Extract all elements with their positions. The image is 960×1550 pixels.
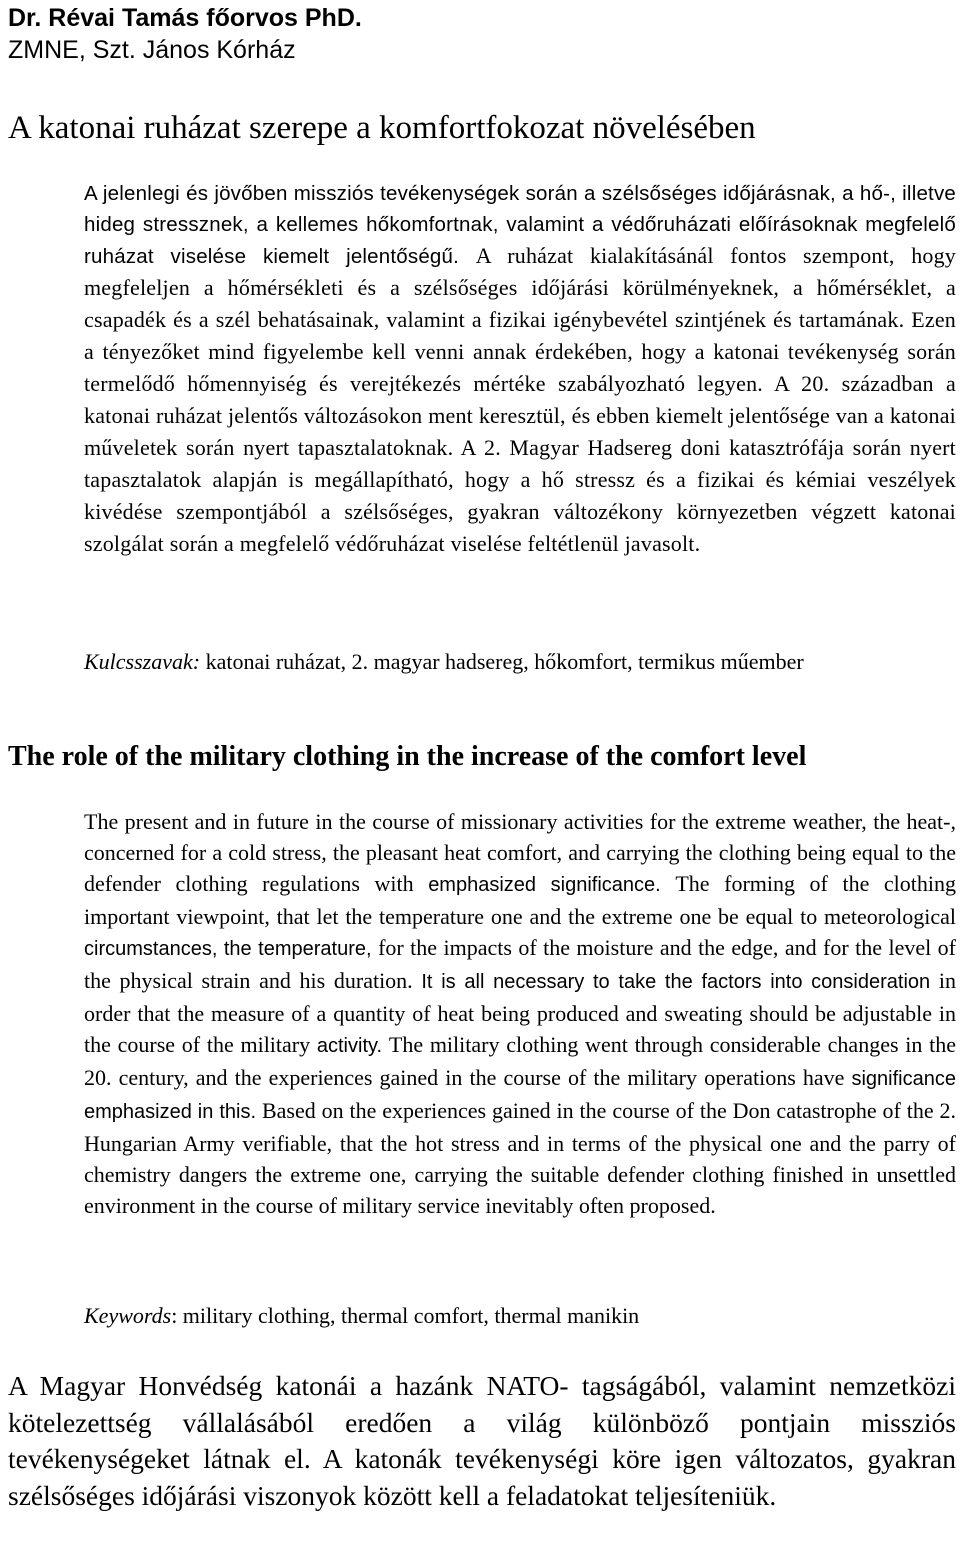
keywords-en-label: Keywords bbox=[84, 1303, 172, 1328]
author-affiliation: ZMNE, Szt. János Kórház bbox=[8, 36, 296, 64]
abstract-en-part2: emphasized significance. bbox=[428, 874, 676, 896]
author-block bbox=[8, 2, 362, 66]
abstract-en-part10: significance emphasized in this. bbox=[84, 1068, 956, 1123]
abstract-hu-part5: században a katonai ruházat jelentős változásokon ment keresztül, és ebben kiemelt jelentősége van a katonai műveletek során nyert tapasztalatoknak. A 2. Magyar Hadsereg doni katasztrófája során nyert tapasztalatok alapján is megállapítható, hogy a hő stressz és a fizikai és kémiai veszélyek kivédése szempontjából a szélsőséges, gyakran változékony környezetben végzett katonai szolgálat során a megfelelő védőruházat viselése feltétlenül javasolt. bbox=[84, 371, 956, 556]
abstract-hu-part4: A 20. bbox=[774, 371, 842, 396]
abstract-en-part11: Based on the experiences gained in the course of the Don catastrophe of the 2. Hungarian Army verifiable, that the hot stress and in terms of the physical one and the parry of chemistry dangers the extreme one, carrying the suitable defender clothing finished in unsettled environment in the course of military service inevitably often proposed. bbox=[84, 1098, 956, 1218]
abstract-en-part4: circumstances, the temperature, bbox=[84, 938, 379, 960]
abstract-en-part5: for the impacts of the moisture and the edge, and for the level of the physical strain and his duration. bbox=[84, 935, 956, 993]
keywords-hu-text: katonai ruházat, 2. magyar hadsereg, hőkomfort, termikus műember bbox=[200, 649, 804, 674]
abstract-en-part1: The present and in future in the course of missionary activities for the extreme weather, the heat-, concerned for a cold stress, the pleasant heat comfort, and carrying the clothing being equal to the defender clothing regulations with bbox=[84, 809, 956, 896]
hungarian-title: A katonai ruházat szerepe a komfortfokozat növelésében bbox=[8, 110, 756, 146]
abstract-en-part6: It is all necessary to take the factors into consideration bbox=[421, 971, 939, 993]
abstract-hu-part2: A ruházat kialakításánál fontos szempont, hogy megfeleljen a hőmérsékleti és a szélsőséges időjárási körülményeknek, a hőmérséklet, a csapadék és a szél behatásainak, valamint a fizikai igénybevétel szintjének és tartamának. bbox=[84, 243, 957, 332]
keywords-en-text: : military clothing, thermal comfort, thermal manikin bbox=[171, 1303, 640, 1328]
abstract-en-part3: The forming of the clothing important viewpoint, that let the temperature one and the extreme one be equal to meteorological bbox=[84, 871, 956, 929]
hungarian-abstract bbox=[84, 178, 956, 560]
keywords-hu-label: Kulcsszavak: bbox=[84, 649, 201, 674]
abstract-en-part8: activity. bbox=[316, 1035, 389, 1057]
abstract-hu-part1: A jelenlegi és jövőben missziós tevékenységek során a szélsőséges időjárásnak, a hő-, illetve hideg stressznek, a kellemes hőkomfortnak, valamint a védőruházati előírásoknak megfelelő ruházat viselése kiemelt jelentőségű. bbox=[84, 182, 956, 268]
author-name: Dr. Révai Tamás főorvos PhD. bbox=[8, 4, 362, 32]
abstract-en-part7: in order that the measure of a quantity of heat being produced and sweating should be adjustable in the course of the military bbox=[84, 968, 956, 1057]
english-title: The role of the military clothing in the increase of the comfort level bbox=[8, 741, 807, 772]
abstract-hu-part3: Ezen a tényezőket mind figyelembe kell venni annak érdekében, hogy a katonai tevékenység során termelődő hőmennyiség és verejtékezés mértéke szabályozható legyen. bbox=[84, 307, 956, 396]
hungarian-keywords bbox=[84, 646, 956, 677]
abstract-en-part9: The military clothing went through considerable changes in the 20. century, and the experiences gained in the course of the military operations have bbox=[84, 1032, 956, 1090]
body-paragraph: A Magyar Honvédség katonái a hazánk NATO- tagságából, valamint nemzetközi kötelezettség vállalásából eredően a világ különböző pontjain missziós tevékenységeket látnak el. A katonák tevékenységi köre igen változatos, gyakran szélsőséges időjárási viszonyok között kell a feladatokat teljesíteniük. bbox=[8, 1370, 956, 1511]
english-keywords bbox=[84, 1300, 956, 1331]
english-abstract bbox=[84, 806, 956, 1221]
